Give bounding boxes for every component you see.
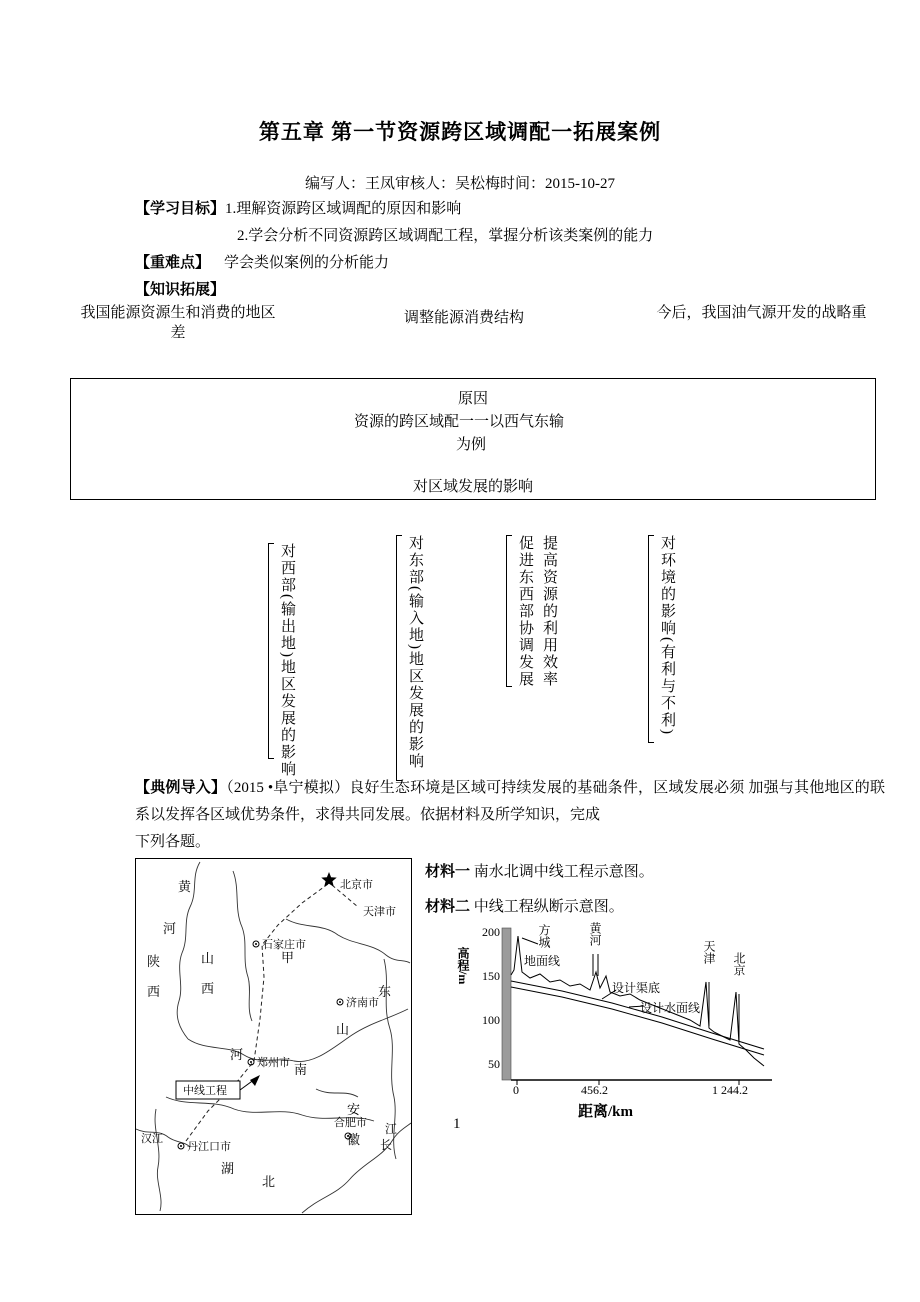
map-label-chang: 长 bbox=[380, 1138, 393, 1152]
concept-cause: 原因 bbox=[457, 391, 488, 407]
keypoint-label: 【重难点】 bbox=[135, 255, 211, 271]
map-label-hefei: 合肥市 bbox=[334, 1117, 367, 1129]
map-label-shan-xi: 西 bbox=[201, 981, 215, 996]
annotation-beijing: 北京 bbox=[732, 952, 746, 976]
branch-coordination-label: 促进东西部协调发展 bbox=[517, 535, 533, 688]
route-map bbox=[135, 858, 412, 1215]
map-label-hui: 徽 bbox=[347, 1132, 361, 1147]
example-paragraph bbox=[135, 775, 885, 829]
xtick-1244: 1 244.2 bbox=[712, 1083, 748, 1097]
ytick-100: 100 bbox=[482, 1013, 500, 1027]
ytick-150: 150 bbox=[482, 969, 500, 983]
annotation-design-surface: 设计水面线 bbox=[640, 1001, 701, 1015]
example-text: （2015 •阜宁模拟）良好生态环境是区域可持续发展的基础条件，区域发展必须 加强与其他地区的联系以发挥各区域优势条件，求得共同发展。依据材料及所学知识，完成 bbox=[135, 780, 885, 823]
branch-west bbox=[268, 543, 298, 778]
annotation-fangcheng: 方城 bbox=[537, 924, 551, 948]
map-label-shaan: 陕 bbox=[147, 954, 161, 969]
ytick-50: 50 bbox=[488, 1057, 500, 1071]
knowledge-item-middle: 调整能源消费结构 bbox=[404, 310, 525, 326]
map-label-an: 安 bbox=[347, 1102, 361, 1117]
material-2-text: 中线工程纵断示意图。 bbox=[473, 899, 624, 915]
branch-environment bbox=[648, 535, 678, 743]
branch-east-bracket bbox=[396, 535, 402, 781]
city-marker-dots bbox=[180, 943, 349, 1147]
map-label-huang: 黄 bbox=[178, 879, 192, 894]
map-label-zhengzhou: 郑州市 bbox=[257, 1057, 290, 1069]
concept-subject-2: 为例 bbox=[456, 437, 487, 453]
branch-middle-bracket bbox=[506, 535, 512, 687]
xtick-0: 0 bbox=[513, 1083, 519, 1097]
material-1-line bbox=[425, 862, 654, 882]
map-label-jinan: 济南市 bbox=[346, 997, 379, 1009]
byline: 编写人：王凤审核人：吴松梅时间：2015-10-27 bbox=[305, 176, 615, 192]
map-label-nan: 南 bbox=[294, 1062, 308, 1077]
ytick-200: 200 bbox=[482, 925, 500, 939]
material-2-line bbox=[425, 897, 624, 917]
objective-2: 2.学会分析不同资源跨区域调配工程，掌握分析该类案例的能力 bbox=[237, 228, 654, 244]
map-label-hu: 湖 bbox=[221, 1161, 235, 1176]
branch-middle bbox=[506, 535, 560, 688]
map-label-dong: 东 bbox=[378, 984, 392, 999]
example-text-tail: 下列各题。 bbox=[135, 834, 211, 850]
route-label: 中线工程 bbox=[183, 1085, 227, 1097]
map-label-shijiazhuang: 石家庄市 bbox=[262, 939, 306, 951]
branch-east-label: 对东部(输入地)地区发展的影响 bbox=[407, 535, 423, 770]
map-label-shaan-xi: 西 bbox=[147, 984, 161, 999]
route-map-svg bbox=[136, 859, 411, 1214]
material-1-text: 南水北调中线工程示意图。 bbox=[473, 864, 654, 880]
annotation-design-bottom: 设计渠底 bbox=[612, 981, 661, 995]
y-axis-bar bbox=[502, 928, 511, 1080]
map-label-he2: 河 bbox=[230, 1047, 244, 1062]
profile-chart bbox=[452, 920, 787, 1125]
y-axis-label: 高程/m bbox=[456, 947, 470, 985]
keypoint-text: 学会类似案例的分析能力 bbox=[224, 255, 390, 271]
map-label-jia: 甲 bbox=[281, 950, 295, 965]
annotation-ground: 地面线 bbox=[524, 954, 561, 968]
middle-route-line bbox=[186, 884, 361, 1141]
branch-east bbox=[396, 535, 426, 781]
branch-west-label: 对西部(输出地)地区发展的影响 bbox=[279, 543, 295, 778]
concept-box bbox=[70, 378, 876, 500]
map-label-tianjin: 天津市 bbox=[363, 906, 396, 918]
map-label-beijing: 北京市 bbox=[340, 879, 373, 891]
x-axis-label: 距离/km bbox=[578, 1104, 634, 1120]
map-label-danjiangkou: 丹江口市 bbox=[187, 1141, 231, 1153]
branch-environment-bracket bbox=[648, 535, 654, 743]
concept-subject: 资源的跨区域配一一以西气东输 bbox=[354, 414, 565, 430]
objectives-line-2 bbox=[237, 226, 653, 246]
annotation-tianjin: 天津 bbox=[702, 940, 716, 964]
beijing-star-icon bbox=[321, 872, 336, 887]
map-label-hanjiang: 汉江 bbox=[141, 1133, 163, 1145]
map-label-bei: 北 bbox=[262, 1174, 276, 1189]
knowledge-item-right: 今后，我国油气源开发的战略重 bbox=[656, 305, 867, 321]
map-label-shan2: 山 bbox=[336, 1022, 350, 1037]
concept-effect: 对区域发展的影响 bbox=[412, 479, 533, 495]
knowledge-line bbox=[135, 280, 225, 300]
annotation-huanghe: 黄河 bbox=[588, 922, 602, 946]
map-label-jiang: 江 bbox=[385, 1122, 398, 1136]
branch-environment-label: 对环境的影响(有利与不利) bbox=[659, 535, 675, 736]
material-2-label: 材料二 bbox=[425, 899, 471, 915]
material-1-label: 材料一 bbox=[425, 864, 471, 880]
objective-1: 1.理解资源跨区域调配的原因和影响 bbox=[225, 201, 462, 217]
knowledge-item-left: 我国能源资源生和消费的地区差 bbox=[80, 305, 276, 342]
page-title: 第五章 第一节资源跨区域调配一拓展案例 bbox=[258, 120, 662, 144]
branch-efficiency-label: 提高资源的利用效率 bbox=[541, 535, 557, 688]
map-label-he: 河 bbox=[163, 921, 177, 936]
branch-west-bracket bbox=[268, 543, 274, 759]
map-label-shan: 山 bbox=[201, 951, 215, 966]
objectives-line-1 bbox=[135, 199, 461, 219]
xtick-456: 456.2 bbox=[581, 1083, 608, 1097]
objectives-label: 【学习目标】 bbox=[135, 201, 226, 217]
route-label-arrowhead-icon bbox=[250, 1075, 260, 1086]
page-number: 1 bbox=[453, 1116, 461, 1132]
design-bottom-line bbox=[511, 987, 764, 1055]
keypoint-line bbox=[135, 253, 389, 273]
knowledge-label: 【知识拓展】 bbox=[135, 282, 226, 298]
city-markers bbox=[178, 941, 351, 1149]
example-label: 【典例导入】 bbox=[135, 780, 227, 796]
